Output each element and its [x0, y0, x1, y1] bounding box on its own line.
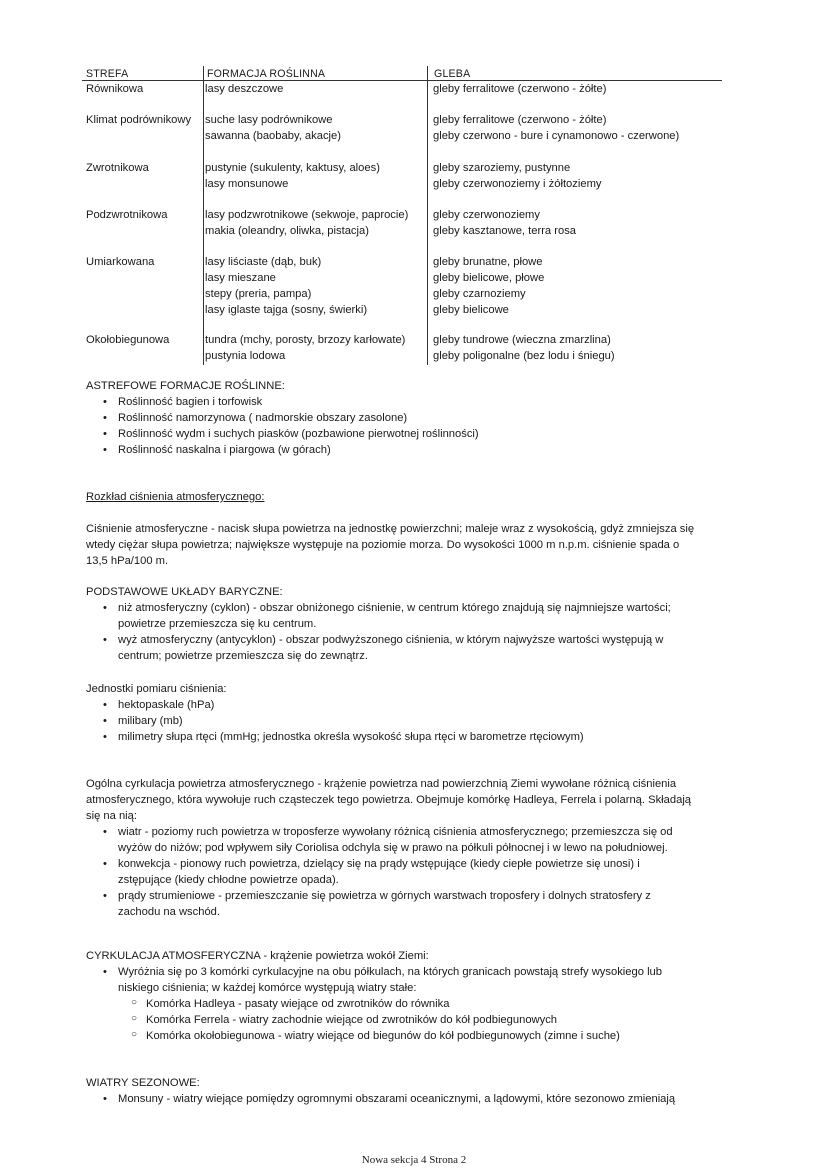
list-item: • milimetry słupa rtęci (mmHg; jednostka określa wysokość słupa rtęci w barometrze rtęciowym)	[86, 729, 736, 745]
soil-cell	[433, 207, 576, 239]
jednostki-heading: Jednostki pomiaru ciśnienia:	[86, 683, 227, 695]
astrefowe-heading: ASTREFOWE FORMACJE ROŚLINNE:	[86, 380, 285, 392]
paragraph-line: Ogólna cyrkulacja powietrza atmosferycznego - krążenie powietrza nad powierzchnią Ziemi wywołane różnicą ciśnienia	[86, 778, 677, 790]
column-divider	[427, 66, 428, 365]
formation-line: lasy liściaste (dąb, buk)	[205, 256, 322, 268]
zone-cell: Zwrotnikowa	[86, 162, 149, 174]
formation-cell	[205, 81, 283, 97]
formation-line: makia (oleandry, oliwka, pistacja)	[205, 225, 369, 237]
soil-cell	[433, 332, 615, 364]
item-line: • Wyróżnia się po 3 komórki cyrkulacyjne na obu półkulach, na których granicach powstają strefy wysokiego lub	[118, 966, 662, 978]
soil-line: gleby kasztanowe, terra rosa	[433, 225, 577, 237]
list-item: • Roślinność bagien i torfowisk	[86, 394, 736, 410]
header-formacja: FORMACJA ROŚLINNA	[207, 68, 326, 80]
header-strefa: STREFA	[86, 68, 129, 80]
list-item	[86, 964, 736, 996]
zones-table	[82, 66, 722, 362]
list-item	[86, 632, 736, 664]
sub-list-item: ○ Komórka okołobiegunowa - wiatry wiejące od biegunów do kół podbiegunowych (zimne i suche)	[86, 1028, 736, 1044]
soil-line: gleby brunatne, płowe	[433, 256, 543, 268]
formation-line: lasy iglaste tajga (sosny, świerki)	[205, 304, 368, 316]
uklady-section	[86, 584, 736, 664]
item-line: centrum; powietrze przemieszcza się do zewnątrz.	[118, 650, 368, 662]
zone-cell: Umiarkowana	[86, 256, 155, 268]
sub-list-item: ○ Komórka Ferrela - wiatry zachodnie wiejące od zwrotników do kół podbiegunowych	[86, 1012, 736, 1028]
soil-line: gleby czerwono - bure i cynamonowo - czerwone)	[433, 130, 680, 142]
zone-cell: Klimat podrównikowy	[86, 114, 192, 126]
list-item: • Roślinność naskalna i piargowa (w górach)	[86, 442, 736, 458]
cyrkulacja-ogolna-section	[86, 776, 736, 920]
zone-cell: Okołobiegunowa	[86, 334, 170, 346]
soil-line: gleby ferralitowe (czerwono - żółte)	[433, 83, 607, 95]
cisnienie-paragraph	[86, 521, 736, 569]
soil-line: gleby czerwonoziemy i żółtoziemy	[433, 178, 602, 190]
wiatry-section	[86, 1075, 736, 1107]
soil-line: gleby bielicowe, płowe	[433, 272, 545, 284]
cyrkulacja-ogolna-list	[86, 824, 736, 920]
formation-line: lasy mieszane	[205, 272, 276, 284]
cyrkulacja-section	[86, 948, 736, 1044]
astrefowe-list	[86, 394, 736, 458]
zone-cell: Podzwrotnikowa	[86, 209, 168, 221]
astrefowe-section	[86, 378, 736, 458]
list-item: • Monsuny - wiatry wiejące pomiędzy ogromnymi obszarami oceanicznymi, a lądowymi, które sezonowo zmieniają	[86, 1091, 736, 1107]
sub-list-item: ○ Komórka Hadleya - pasaty wiejące od zwrotników do równika	[86, 996, 736, 1012]
formation-line: pustynia lodowa	[205, 350, 286, 362]
jednostki-section	[86, 681, 736, 745]
item-line: • wiatr - poziomy ruch powietrza w troposferze wywołany różnicą ciśnienia atmosferycznego; przemieszcza się od	[118, 826, 673, 838]
cyrkulacja-heading: CYRKULACJA ATMOSFERYCZNA - krążenie powietrza wokół Ziemi:	[86, 950, 429, 962]
cyrkulacja-sublist	[86, 996, 736, 1044]
list-item	[86, 888, 736, 920]
formation-line: lasy deszczowe	[205, 83, 284, 95]
paragraph-line: atmosferycznego, która wywołuje ruch cząsteczek tego powietrza. Obejmuje komórkę Hadleya, Ferrela i polarną. Składają	[86, 794, 692, 806]
item-line: zstępujące (kiedy chłodne powietrze opada).	[118, 874, 339, 886]
soil-cell	[433, 81, 606, 97]
item-line: • prądy strumieniowe - przemieszczanie się powietrza w górnych warstwach troposfery i dolnych stratosfery z	[118, 890, 651, 902]
formation-line: tundra (mchy, porosty, brzozy karłowate)	[205, 334, 406, 346]
list-item	[86, 600, 736, 632]
formation-cell	[205, 254, 367, 318]
soil-line: gleby poligonalne (bez lodu i śniegu)	[433, 350, 615, 362]
item-line: niskiego ciśnienia; w każdej komórce występują wiatry stałe:	[118, 982, 417, 994]
item-line: • konwekcja - pionowy ruch powietrza, dzielący się na prądy wstępujące (kiedy ciepłe powietrze się unosi) i	[118, 858, 640, 870]
formation-cell	[205, 160, 380, 192]
soil-line: gleby ferralitowe (czerwono - żółte)	[433, 114, 607, 126]
list-item: • Roślinność wydm i suchych piasków (pozbawione pierwotnej roślinności)	[86, 426, 736, 442]
wiatry-heading: WIATRY SEZONOWE:	[86, 1077, 200, 1089]
paragraph-line: 13,5 hPa/100 m.	[86, 555, 169, 567]
cyrkulacja-list	[86, 964, 736, 996]
formation-line: lasy monsunowe	[205, 178, 289, 190]
formation-line: sawanna (baobaby, akacje)	[205, 130, 341, 142]
paragraph-line: wtedy ciężar słupa powietrza; największe występuje na poziomie morza. Do wysokości 1000 m n.p.m. ciśnienie spada o	[86, 539, 680, 551]
column-divider	[203, 66, 204, 365]
item-line: wyżów do niżów; pod wpływem siły Coriolisa odchyla się w prawo na półkuli północnej i w lewo na południowej.	[118, 842, 668, 854]
paragraph-line: się na nią:	[86, 810, 137, 822]
list-item	[86, 824, 736, 856]
formation-line: suche lasy podrównikowe	[205, 114, 333, 126]
soil-cell	[433, 112, 679, 144]
formation-cell	[205, 112, 341, 144]
wiatry-list	[86, 1091, 736, 1107]
soil-line: gleby czerwonoziemy	[433, 209, 540, 221]
formation-cell	[205, 207, 408, 239]
uklady-list	[86, 600, 736, 664]
item-line: • niż atmosferyczny (cyklon) - obszar obniżonego ciśnienie, w centrum którego znajdują się najmniejsze wartości;	[118, 602, 671, 614]
list-item: • Roślinność namorzynowa ( nadmorskie obszary zasolone)	[86, 410, 736, 426]
list-item: • milibary (mb)	[86, 713, 736, 729]
formation-line: lasy podzwrotnikowe (sekwoje, paprocie)	[205, 209, 409, 221]
soil-line: gleby tundrowe (wieczna zmarzlina)	[433, 334, 611, 346]
soil-line: gleby czarnoziemy	[433, 288, 526, 300]
item-line: • wyż atmosferyczny (antycyklon) - obszar podwyższonego ciśnienia, w którym najwyższe wartości występują w	[118, 634, 664, 646]
formation-cell	[205, 332, 405, 364]
soil-cell	[433, 160, 602, 192]
header-gleba: GLEBA	[434, 68, 471, 80]
soil-line: gleby bielicowe	[433, 304, 509, 316]
cisnienie-heading-block	[86, 489, 736, 505]
item-line: zachodu na wschód.	[118, 906, 220, 918]
list-item	[86, 856, 736, 888]
soil-cell	[433, 254, 544, 318]
item-line: powietrze przemieszcza się ku centrum.	[118, 618, 317, 630]
table-header	[82, 66, 722, 81]
uklady-heading: PODSTAWOWE UKŁADY BARYCZNE:	[86, 586, 283, 598]
formation-line: stepy (preria, pampa)	[205, 288, 312, 300]
cisnienie-heading: Rozkład ciśnienia atmosferycznego:	[86, 491, 265, 503]
soil-line: gleby szaroziemy, pustynne	[433, 162, 571, 174]
list-item: • hektopaskale (hPa)	[86, 697, 736, 713]
paragraph-line: Ciśnienie atmosferyczne - nacisk słupa powietrza na jednostkę powierzchni; maleje wraz z wysokością, gdyż zmniejsza się	[86, 523, 695, 535]
jednostki-list	[86, 697, 736, 745]
formation-line: pustynie (sukulenty, kaktusy, aloes)	[205, 162, 380, 174]
zone-cell: Równikowa	[86, 83, 144, 95]
page-footer: Nowa sekcja 4 Strona 2	[361, 1154, 467, 1166]
